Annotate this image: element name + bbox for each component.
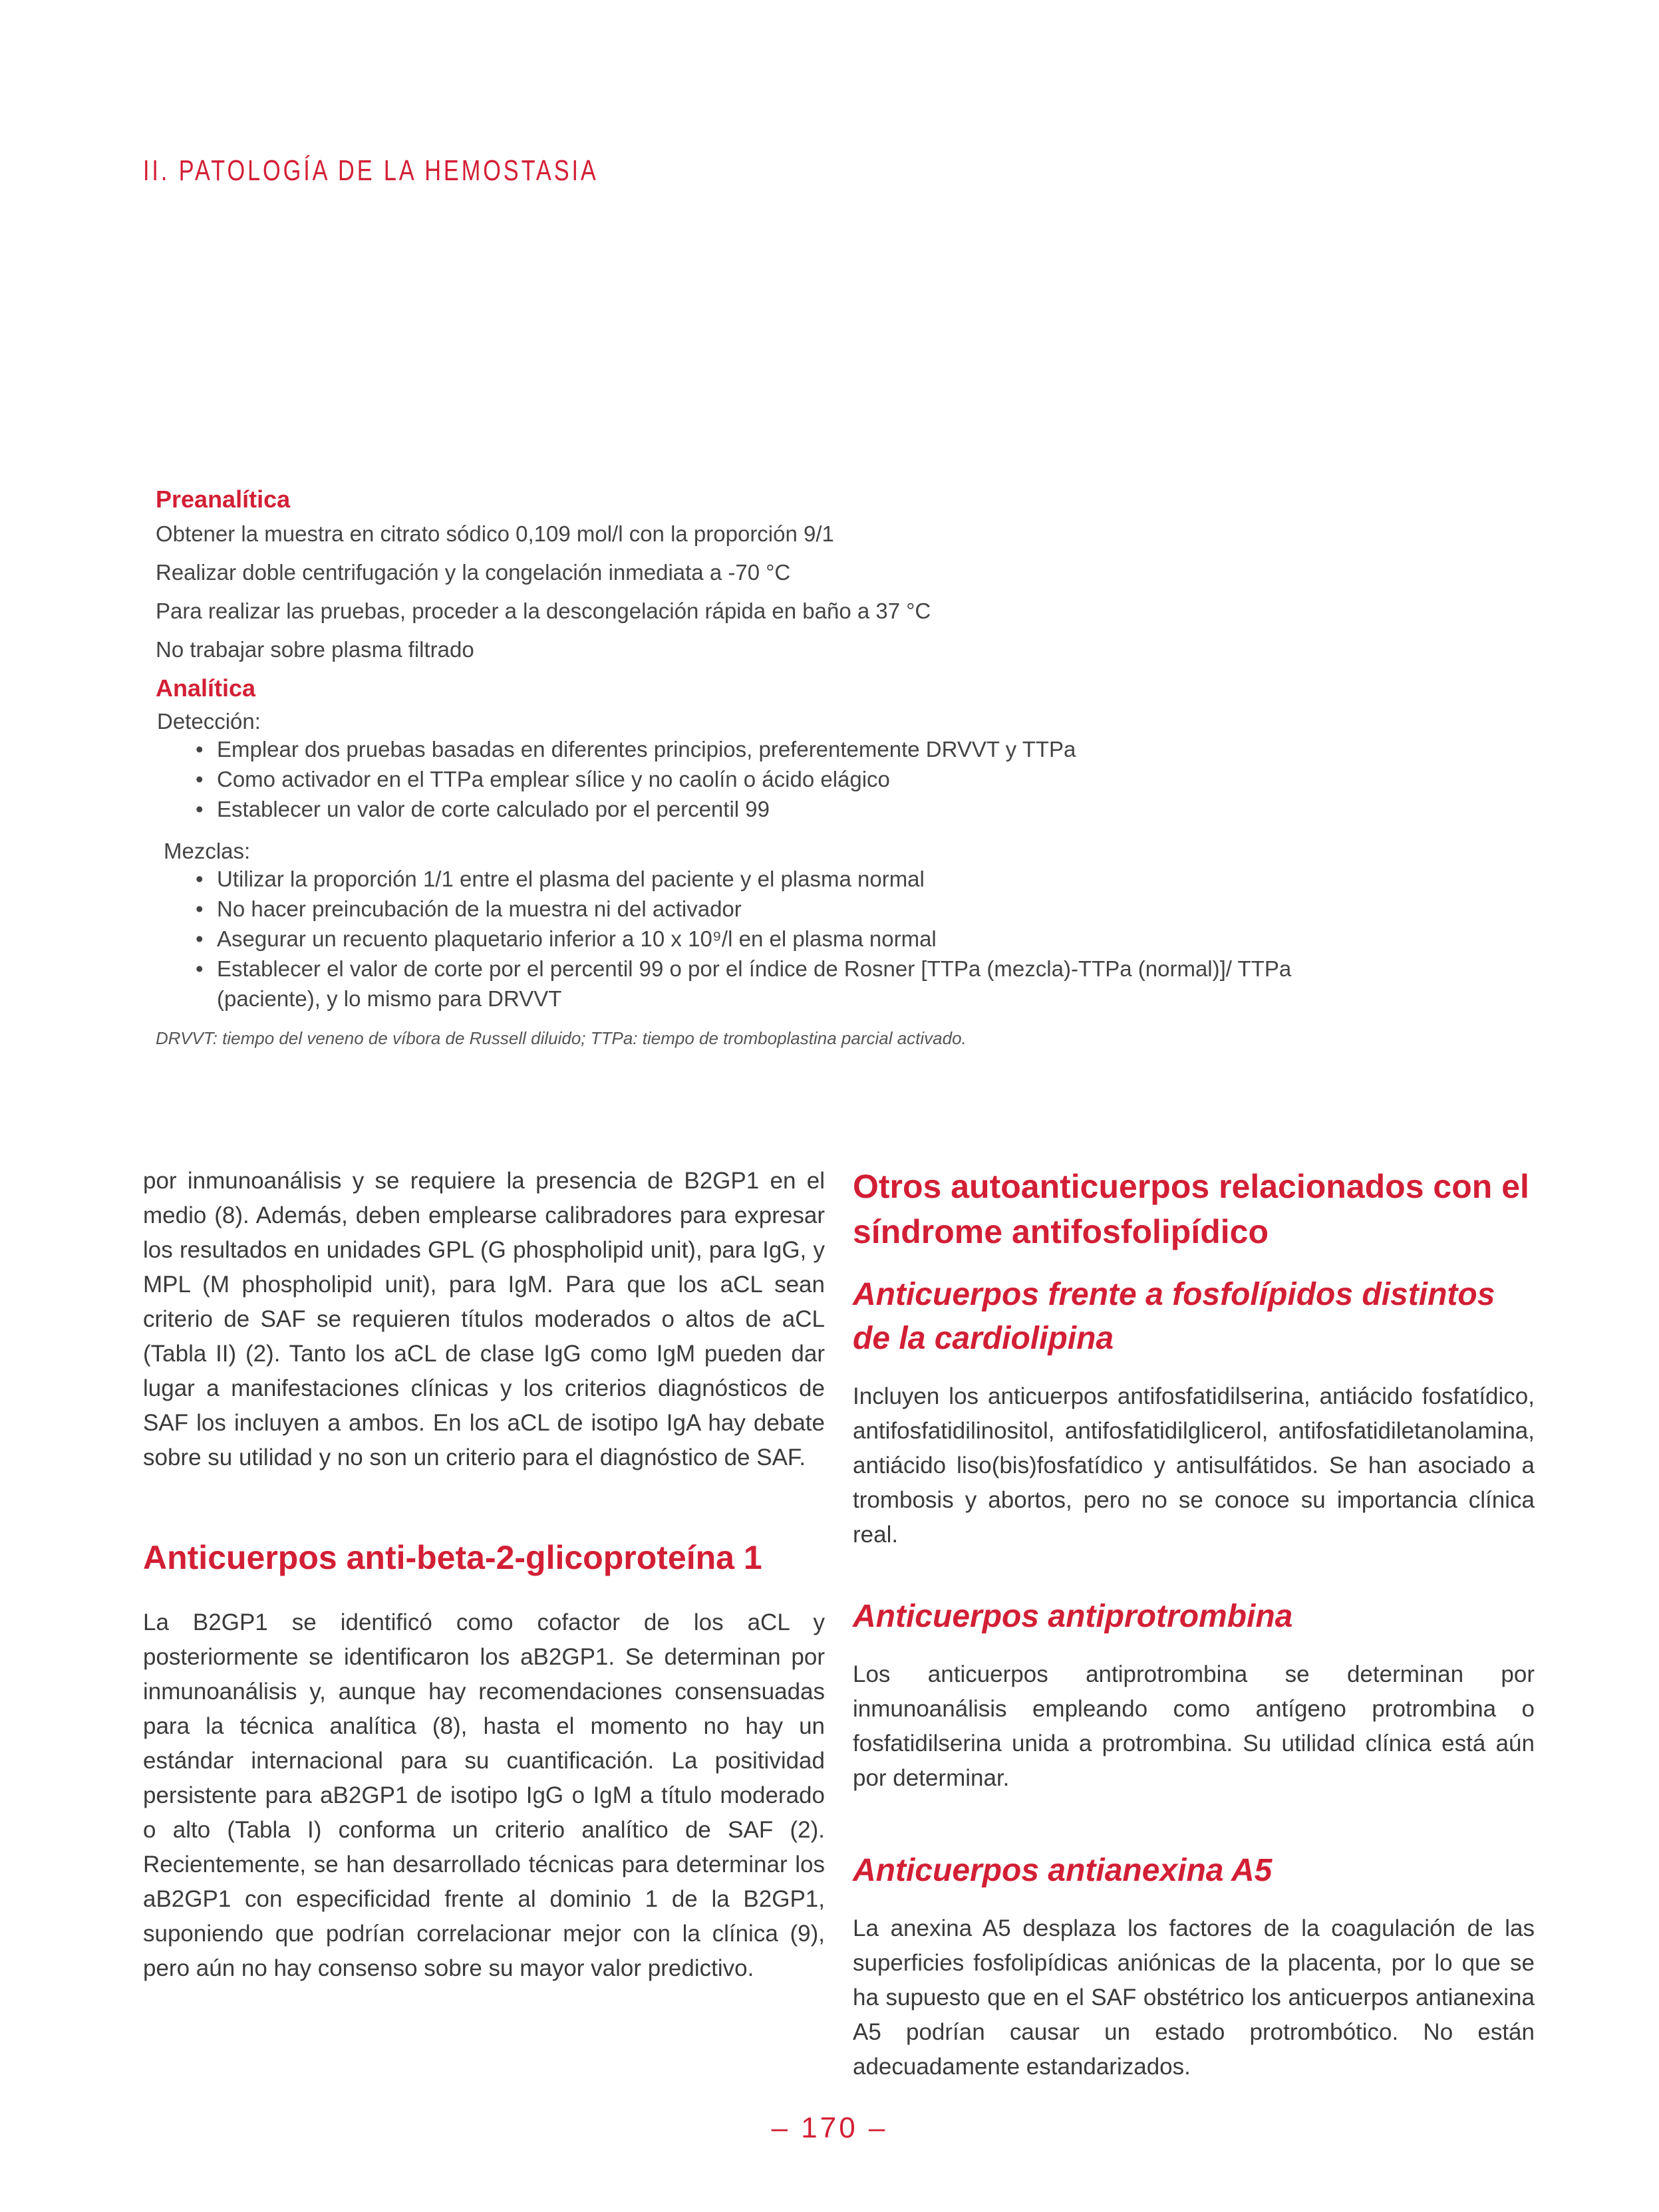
section-paragraph: La B2GP1 se identificó como cofactor de los aCL y posteriormente se identificaron los aB2GP1. Se determinan por inmunoanálisis y, aunque hay recomendaciones consensuadas para la técnica analítica (8), hasta el momento no hay un estándar internacional para su cuantificación. La positividad persistente para aB2GP1 de isotipo IgG o IgM a título moderado o alto (Tabla I) conforma un criterio analítico de SAF (2). Recientemente, se han desarrollado técnicas para determinar los aB2GP1 con especificidad frente al dominio 1 de la B2GP1, suponiendo que podrían correlacionar mejor con la clínica (9), pero aún no hay consenso sobre su mayor valor predictivo. (143, 1609, 825, 1981)
analitica-title: Analítica (156, 674, 256, 702)
list-item-text: Establecer el valor de corte por el percentil 99 o por el índice de Rosner [TTPa (mezcla)-TTPa (normal)]/ TTPa (paciente), y lo mismo para DRVVT (217, 956, 1292, 1011)
list-item-text: Asegurar un recuento plaquetario inferior a 10 x 10⁹/l en el plasma normal (217, 926, 937, 951)
preanalitica-line: No trabajar sobre plasma filtrado (156, 637, 474, 662)
list-item (196, 864, 1493, 894)
bullet: • (196, 797, 204, 821)
mezclas-label: Mezclas: (164, 839, 251, 863)
section-heading: Anticuerpos anti-beta-2-glicoproteína 1 (143, 1539, 762, 1576)
mezclas-list (156, 864, 1493, 1014)
list-item (196, 734, 1493, 764)
list-item-text: Utilizar la proporción 1/1 entre el plasma del paciente y el plasma normal (217, 867, 925, 891)
list-item-text: Establecer un valor de corte calculado por el percentil 99 (217, 797, 770, 821)
paragraph-antianexina: La anexina A5 desplaza los factores de la coagulación de las superficies fosfolipídicas aniónicas de la placenta, por lo que se ha supuesto que en el SAF obstétrico los anticuerpos antianexina A5 podrían causar un estado protrombótico. No están adecuadamente estandarizados. (853, 1915, 1535, 2080)
page-number: – 170 – (771, 2112, 888, 2144)
bullet: • (196, 956, 204, 981)
paragraph-fosfolipidos: Incluyen los anticuerpos antifosfatidilserina, antiácido fosfatídico, antifosfatidilinositol, antifosfatidilglicerol, antifosfatidiletanolamina, antiácido liso(bis)fosfatídico y antisulfátidos. Se han asociado a trombosis y abortos, pero no se conoce su importancia clínica real. (853, 1383, 1535, 1548)
main-heading: Otros autoanticuerpos relacionados con el síndrome antifosfolipídico (853, 1168, 1529, 1250)
deteccion-list (156, 734, 1493, 824)
bullet: • (196, 867, 204, 891)
left-column (143, 1164, 825, 1986)
bullet: • (196, 737, 204, 761)
list-item (196, 924, 1493, 954)
subheading-fosfolipidos: Anticuerpos frente a fosfolípidos distintos de la cardiolipina (853, 1277, 1495, 1356)
bullet: • (196, 926, 204, 951)
deteccion-label: Detección: (157, 709, 261, 734)
table-box (156, 485, 1493, 1049)
right-column (853, 1164, 1535, 2084)
list-item-text: Emplear dos pruebas basadas en diferentes principios, preferentemente DRVVT y TTPa (217, 737, 1076, 761)
preanalitica-line: Realizar doble centrifugación y la congelación inmediata a -70 °C (156, 560, 791, 585)
subheading-antianexina: Anticuerpos antianexina A5 (853, 1853, 1273, 1888)
preanalitica-line: Para realizar las pruebas, proceder a la descongelación rápida en baño a 37 °C (156, 599, 931, 623)
list-item (196, 794, 1493, 824)
bullet: • (196, 767, 204, 791)
preanalitica-line: Obtener la muestra en citrato sódico 0,109 mol/l con la proporción 9/1 (156, 521, 834, 546)
running-head: II. PATOLOGÍA DE LA HEMOSTASIA (143, 154, 599, 187)
list-item-text: Como activador en el TTPa emplear sílice y no caolín o ácido elágico (217, 767, 890, 791)
list-item (196, 954, 1381, 1014)
bullet: • (196, 897, 204, 921)
subheading-antiprotrombina: Anticuerpos antiprotrombina (853, 1599, 1293, 1634)
intro-paragraph: por inmunoanálisis y se requiere la presencia de B2GP1 en el medio (8). Además, deben emplearse calibradores para expresar los resultados en unidades GPL (G phospholipid unit), para IgG, y MPL (M phospholipid unit), para IgM. Para que los aCL sean criterio de SAF se requieren títulos moderados o altos de aCL (Tabla II) (2). Tanto los aCL de clase IgG como IgM pueden dar lugar a manifestaciones clínicas y los criterios diagnósticos de SAF los incluyen a ambos. En los aCL de isotipo IgA hay debate sobre su utilidad y no son un criterio para el diagnóstico de SAF. (143, 1168, 825, 1470)
preanalitica-title: Preanalítica (156, 485, 291, 513)
paragraph-antiprotrombina: Los anticuerpos antiprotrombina se determinan por inmunoanálisis empleando como antígeno protrombina o fosfatidilserina unida a protrombina. Su utilidad clínica está aún por determinar. (853, 1661, 1535, 1791)
table-footnote: DRVVT: tiempo del veneno de víbora de Russell diluido; TTPa: tiempo de tromboplastina parcial activado. (156, 1028, 967, 1048)
list-item (196, 764, 1493, 794)
list-item (196, 894, 1493, 924)
list-item-text: No hacer preincubación de la muestra ni del activador (217, 897, 742, 921)
